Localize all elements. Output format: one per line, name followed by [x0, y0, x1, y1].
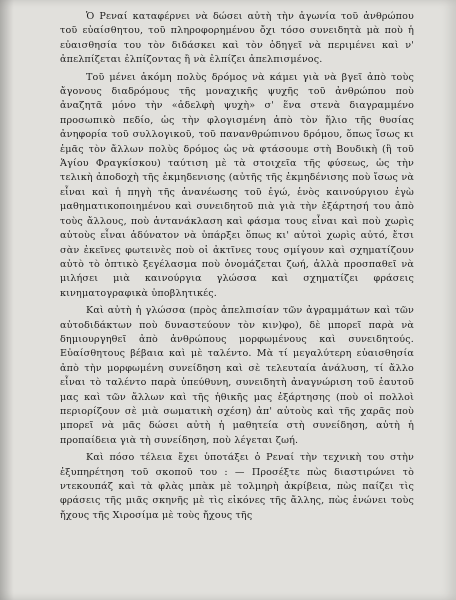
- paragraph-4: Καὶ πόσο τέλεια ἔχει ὑποτάξει ὁ Ρεναί τὴν τεχνικὴ του στὴν ἐξυπηρέτηση τοῦ σκοποῦ του : — Προσέξτε πὼς διαστιρώνει τὸ ντεκουπάζ καὶ τὰ φλὰς μπὰκ μὲ τολμηρὴ ἀκρίβεια, πὼς παίζει τὶς φράσεις τῆς μιᾶς σκηνῆς μὲ τὶς εἰκόνες τῆς ἄλλης, πὼς ἑνώνει τοὺς ἤχους τῆς Χιροσίμα μὲ τοὺς ἤχους τῆς: [60, 452, 414, 521]
- page-spine-shadow: [0, 0, 14, 600]
- paragraph-3: Καὶ αὐτὴ ἡ γλώσσα (πρὸς ἀπελπισίαν τῶν ἀγραμμάτων καὶ τῶν αὐτοδιδάκτων ποὺ δυναστεύουν τὸν κιν)φο), δὲ μπορεῖ παρὰ νὰ δημιουργηθεῖ ἀπὸ ἀνθρώπους μορφωμένους καὶ συνειδητούς. Εὐαίσθητους βέβαια καὶ μὲ ταλέντο. Μὰ τί μεγαλύτερη εὐαισθησία ἀπὸ τὴν μορφωμένη συνείδηση καὶ σὲ τελευταία ἀνάλυση, τί ἄλλο εἶναι τὸ ταλέντο παρὰ ὑπεύθυνη, συνειδητὴ ἀναγνώριση τοῦ ἑαυτοῦ μας καὶ τῶν ἄλλων καὶ τῆς ἠθικῆς μας ἐξάρτησης (ποὺ οἱ πολλοὶ περιορίζουν σὲ μιὰ σωματικὴ σχέση) ἀπ' αὐτοὺς καὶ τῆς χαρᾶς ποὺ μπορεῖ νὰ μᾶς δώσει αὐτὴ ἡ μαθητεία στὴ συνείδηση, αὐτὴ ἡ προπαίδεια γιὰ τὴ συνείδηση, ποὺ λέγεται ζωή.: [60, 305, 414, 446]
- paragraph-2: Τοῦ μένει ἀκόμη πολὺς δρόμος νὰ κάμει γιὰ νὰ βγεῖ ἀπὸ τοὺς ἄγονους διαδρόμους τῆς μοναχικῆς ψυχῆς τοῦ ἀνθρώπου ποὺ ἀναζητᾶ μόνο τὴν «ἀδελφὴ ψυχὴ» σ' ἕνα στενὰ διαγραμμένο προσωπικὸ πεδίο, ὡς τὴν φλογισμένη ἀπὸ τὸν ἥλιο τῆς θυσίας ἀνηφορία τοῦ συλλογικοῦ, τοῦ πανανθρώπινου δρόμου, ὅπως ἴσως κι ἐμᾶς τὸν ἄλλων πολὺς δρόμος ὡς νὰ φτάσουμε στὴ Βουδικὴ (ἢ τοῦ Ἁγίου Φραγκίσκου) ταύτιση μὲ τὰ στοιχεῖα τῆς φύσεως, ὡς τὴν τελικὴ ἀποδοχὴ τῆς ἐκμηδενισης (αὐτῆς τῆς ἐκμηδένισης ποὺ ἴσως νὰ εἶναι καὶ ἡ πηγὴ τῆς ἀνανέωσης τοῦ ἐγώ, ἑνὸς καινούργιου ἐγὼ μαθηματικοποιημένου καὶ συνειδητοῦ πιὰ γιὰ τὴν ἐξάρτησή του ἀπὸ τοὺς ἄλλους, ποὺ ἀντανάκλαση καὶ φάσμα τους εἶναι καὶ ποὺ χωρὶς αὐτοὺς εἶναι ἀδύνατον νὰ ὑπάρξει ὅπως κι' αὐτοὶ χωρὶς αὐτό, ἔτσι σὰν ἐκεῖνες φωτεινὲς ποὺ οἱ ἀκτῖνες τους σμίγουν καὶ σχηματίζουν αὐτὸ τὸ ὀπτικὸ ξεγέλασμα ποὺ ὀνομάζεται ζωή, ἀλλὰ προσπαθεῖ νὰ μιλήσει μιὰ καινούργια γλώσσα καὶ σχηματίζει φράσεις κινηματογραφικὰ ὑποβλητικές.: [60, 71, 414, 299]
- paragraph-1: Ὁ Ρεναί καταφέρνει νὰ δώσει αὐτὴ τὴν ἀγωνία τοῦ ἀνθρώπου τοῦ εὐαίσθητου, τοῦ πληροφορημένου ὄχι τόσο συνειδητὰ μὰ ποὺ ἡ εὐαισθησία του τὸν διδάσκει καὶ τὸν ὁδηγεῖ νὰ περιμένει καὶ ν' ἀπελπίζεται ἐλπίζοντας ἢ νὰ ἐλπίζει ἀπελπισμένος.: [60, 11, 414, 66]
